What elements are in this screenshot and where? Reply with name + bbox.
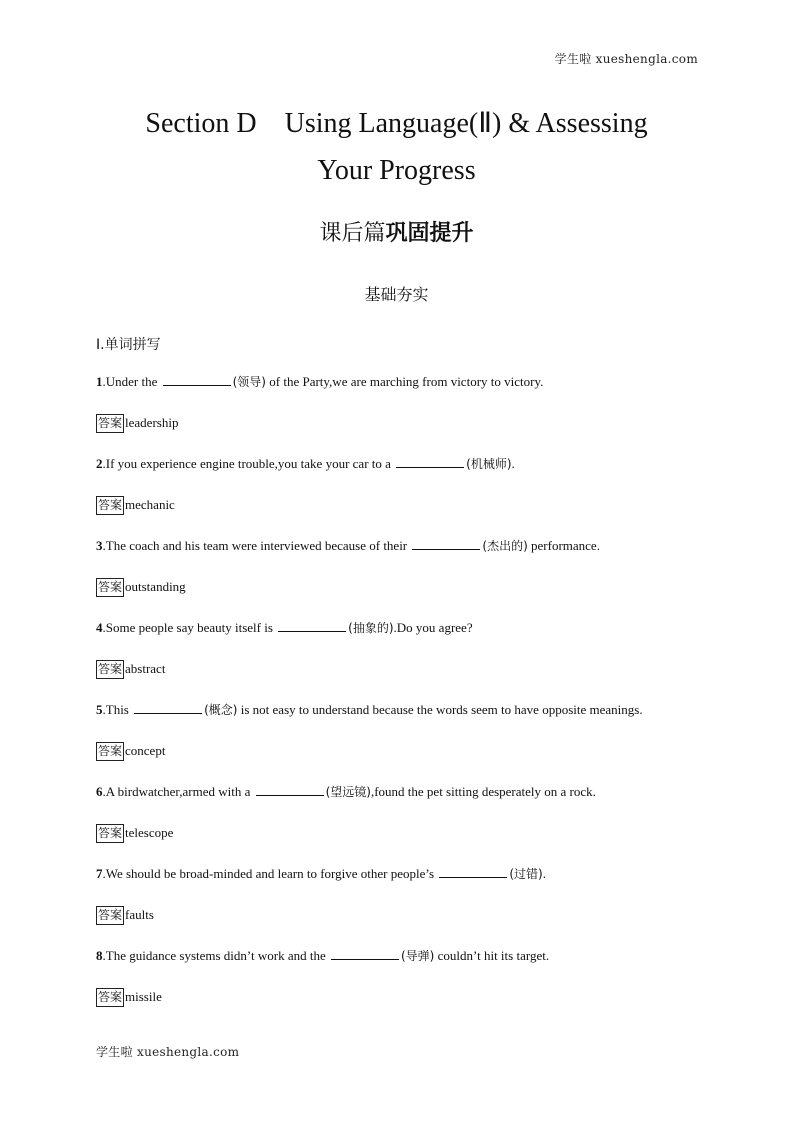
question-number: 3 (96, 538, 103, 553)
subtitle-normal: 课后篇 (319, 221, 386, 246)
answer-blank[interactable] (163, 372, 231, 386)
section-heading: 基础夯实 (364, 285, 429, 304)
answer-line (96, 577, 186, 597)
question-text-after: .Do you agree? (393, 620, 473, 635)
question-hint: (概念) (204, 703, 238, 717)
answer-text: outstanding (125, 579, 186, 594)
answer-text: missile (125, 989, 162, 1004)
answer-text: mechanic (125, 497, 175, 512)
question-text-after: ,found the pet sitting desperately on a rock. (370, 784, 596, 799)
exercise-item (96, 618, 716, 700)
exercise-item (96, 372, 716, 454)
question-number: 2 (96, 456, 103, 471)
exercise-item (96, 454, 716, 536)
answer-line (96, 495, 175, 515)
answer-tag: 答案 (96, 414, 124, 433)
exercise-item (96, 864, 716, 946)
subtitle-bold: 巩固提升 (385, 221, 474, 246)
question-hint: (导弹) (401, 949, 435, 963)
page-title (0, 100, 793, 194)
answer-text: leadership (125, 415, 179, 430)
question-hint: (杰出的) (482, 539, 528, 553)
answer-tag: 答案 (96, 824, 124, 843)
exercise-item (96, 536, 716, 618)
question (96, 454, 515, 474)
question-text-before: .A birdwatcher,armed with a (102, 784, 254, 799)
answer-line (96, 741, 165, 761)
question-text-before: .The guidance systems didn’t work and the (102, 948, 329, 963)
question-text-after: is not easy to understand because the words seem to have opposite meanings. (237, 702, 643, 717)
question (96, 946, 549, 966)
answer-blank[interactable] (134, 700, 202, 714)
answer-line (96, 823, 173, 843)
question (96, 782, 596, 802)
footer-watermark: 学生啦 xueshengla.com (96, 1045, 240, 1059)
question-hint: (望远镜) (325, 785, 371, 799)
question-text-after: . (511, 456, 515, 471)
exercise-item (96, 946, 716, 1028)
exercise-list (96, 372, 716, 1028)
page-subtitle (0, 216, 793, 247)
question-number: 5 (96, 702, 103, 717)
question-hint: (领导) (232, 375, 266, 389)
question-text-before: .Some people say beauty itself is (102, 620, 277, 635)
answer-text: faults (125, 907, 154, 922)
question-text-before: .The coach and his team were interviewed because of their (102, 538, 411, 553)
answer-blank[interactable] (331, 946, 399, 960)
question (96, 536, 600, 556)
answer-blank[interactable] (439, 864, 507, 878)
answer-tag: 答案 (96, 660, 124, 679)
exercise-item (96, 700, 716, 782)
part-heading: Ⅰ.单词拼写 (96, 337, 161, 353)
question-hint: (抽象的) (348, 621, 394, 635)
exercise-item (96, 782, 716, 864)
answer-tag: 答案 (96, 496, 124, 515)
answer-blank[interactable] (412, 536, 480, 550)
question-hint: (过错) (509, 867, 543, 881)
answer-line (96, 987, 162, 1007)
answer-blank[interactable] (396, 454, 464, 468)
question-number: 8 (96, 948, 103, 963)
answer-text: concept (125, 743, 166, 758)
question-number: 7 (96, 866, 103, 881)
question-text-after: couldn’t hit its target. (434, 948, 550, 963)
title-line-2: Your Progress (317, 155, 476, 186)
question-text-after: performance. (527, 538, 600, 553)
answer-line (96, 659, 165, 679)
answer-line (96, 905, 154, 925)
question-number: 1 (96, 374, 103, 389)
answer-text: telescope (125, 825, 174, 840)
question-text-before: .We should be broad-minded and learn to forgive other people’s (102, 866, 438, 881)
question-text-before: .If you experience engine trouble,you take your car to a (102, 456, 395, 471)
answer-blank[interactable] (278, 618, 346, 632)
question-text-after: of the Party,we are marching from victory to victory. (266, 374, 544, 389)
answer-blank[interactable] (256, 782, 324, 796)
question (96, 372, 543, 392)
question-text-before: .Under the (102, 374, 161, 389)
header-watermark: 学生啦 xueshengla.com (554, 52, 698, 66)
answer-line (96, 413, 178, 433)
answer-tag: 答案 (96, 906, 124, 925)
question-hint: (机械师) (466, 457, 512, 471)
answer-tag: 答案 (96, 742, 124, 761)
question-number: 4 (96, 620, 103, 635)
question-number: 6 (96, 784, 103, 799)
answer-tag: 答案 (96, 578, 124, 597)
question (96, 864, 546, 884)
question (96, 618, 473, 638)
answer-tag: 答案 (96, 988, 124, 1007)
answer-text: abstract (125, 661, 166, 676)
question-text-after: . (542, 866, 546, 881)
title-line-1: Section D Using Language(Ⅱ) & Assessing (145, 108, 648, 139)
question (96, 700, 643, 720)
question-text-before: .This (102, 702, 133, 717)
